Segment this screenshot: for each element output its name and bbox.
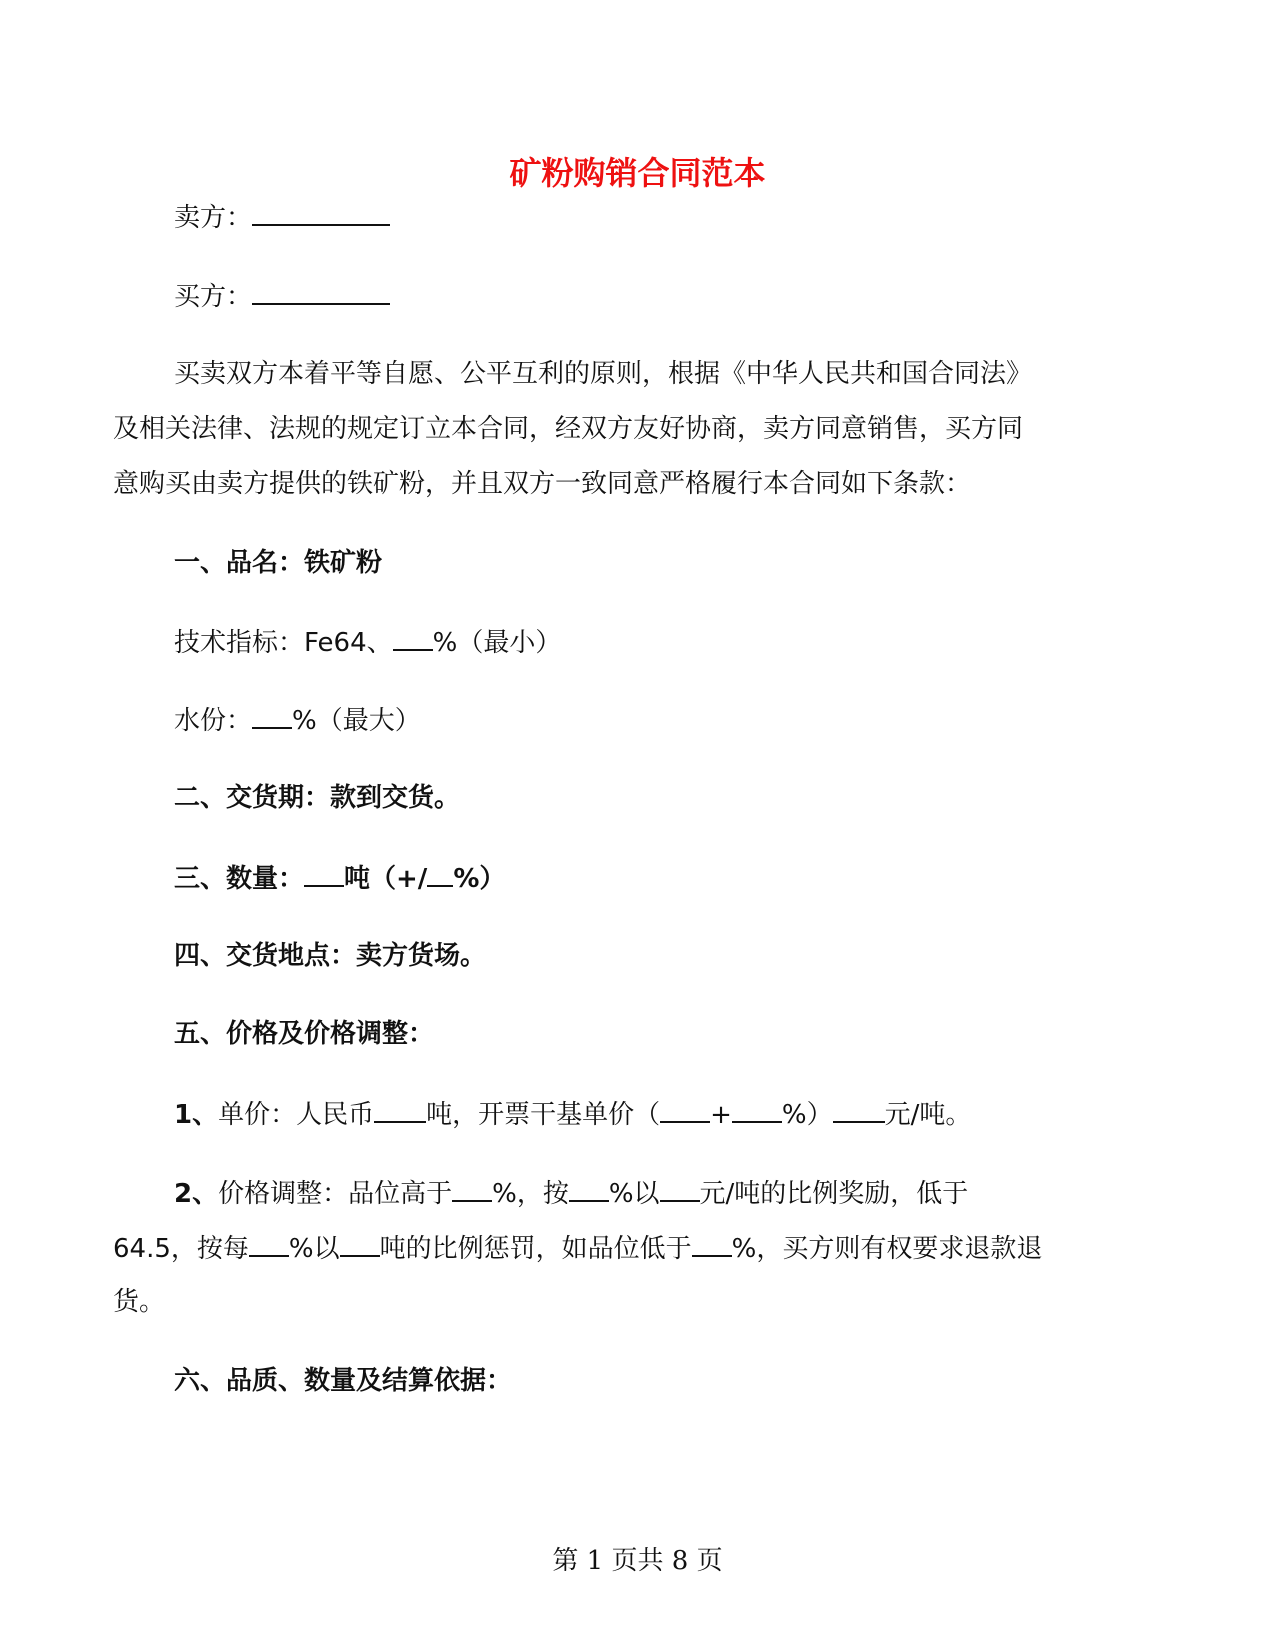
quantity-blank [304, 859, 344, 887]
price-adjust-line-3: 货。 [113, 1287, 166, 1317]
intro-line-1: 买卖双方本着平等自愿、公平互利的原则，根据《中华人民共和国合同法》 [174, 359, 1033, 389]
section-1-heading: 一、品名：铁矿粉 [174, 548, 383, 578]
buyer-line [174, 277, 390, 315]
water-suffix: %（最大） [292, 706, 421, 736]
reward-amount-blank [660, 1174, 700, 1202]
section-6-heading: 六、品质、数量及结算依据： [174, 1366, 513, 1396]
grade-low-blank [692, 1229, 732, 1257]
water-line [174, 701, 421, 739]
penalty-percent-blank [249, 1229, 289, 1257]
seller-blank [252, 198, 390, 226]
intro-line-2: 及相关法律、法规的规定订立本合同，经双方友好协商，卖方同意销售，买方同 [113, 414, 1024, 444]
plus-sign: + [710, 1100, 732, 1130]
adjust-text-5: 64.5，按每 [113, 1234, 249, 1264]
price-adjust-line-1 [174, 1174, 968, 1212]
percent-blank [732, 1095, 782, 1123]
section-2-heading: 二、交货期：款到交货。 [174, 783, 461, 813]
spec-suffix: %（最小） [432, 628, 562, 658]
spec-blank [393, 623, 433, 651]
penalty-amount-blank [340, 1229, 380, 1257]
section-4-heading: 四、交货地点：卖方货场。 [174, 941, 487, 971]
adjust-text-3: %以 [608, 1179, 660, 1209]
spec-label: 技术指标：Fe64、 [174, 628, 393, 658]
adjust-text-6: %以 [288, 1234, 340, 1264]
intro-line-3: 意购买由卖方提供的铁矿粉，并且双方一致同意严格履行本合同如下条款： [113, 469, 972, 499]
adjust-text-8: %，买方则有权要求退款退 [731, 1234, 1043, 1264]
water-blank [252, 701, 292, 729]
section-3-heading [174, 859, 505, 897]
quantity-unit: 吨（+/ [344, 864, 428, 894]
section-5-heading: 五、价格及价格调整： [174, 1019, 435, 1049]
unit-price-text: 单价：人民币 [218, 1100, 375, 1130]
tolerance-blank [427, 859, 453, 887]
buyer-label: 买方： [174, 282, 253, 312]
water-label: 水份： [174, 706, 253, 736]
buyer-blank [252, 277, 390, 305]
price-adjust-line-2 [113, 1229, 1042, 1267]
unit-price-text-4: 元/吨。 [884, 1100, 972, 1130]
adjust-text: 价格调整：品位高于 [218, 1179, 453, 1209]
spec-line [174, 623, 561, 661]
adjust-text-7: 吨的比例惩罚，如品位低于 [379, 1234, 692, 1264]
item-number: 1、 [174, 1100, 219, 1130]
unit-price-text-2: 吨，开票干基单价（ [426, 1100, 661, 1130]
price-blank [833, 1095, 885, 1123]
reward-percent-blank [569, 1174, 609, 1202]
unit-price-text-3: %） [781, 1100, 833, 1130]
adjust-text-4: 元/吨的比例奖励，低于 [699, 1179, 969, 1209]
page-footer: 第 1 页共 8 页 [552, 1546, 723, 1576]
rmb-blank [374, 1095, 426, 1123]
tolerance-suffix: %） [453, 864, 506, 894]
base-price-blank [660, 1095, 710, 1123]
item-number: 2、 [174, 1179, 219, 1209]
seller-line [174, 198, 390, 236]
seller-label: 卖方： [174, 203, 253, 233]
quantity-label: 三、数量： [174, 864, 305, 894]
grade-high-blank [452, 1174, 492, 1202]
document-title: 矿粉购销合同范本 [509, 154, 766, 192]
unit-price-line [174, 1095, 971, 1133]
adjust-text-2: %，按 [492, 1179, 569, 1209]
